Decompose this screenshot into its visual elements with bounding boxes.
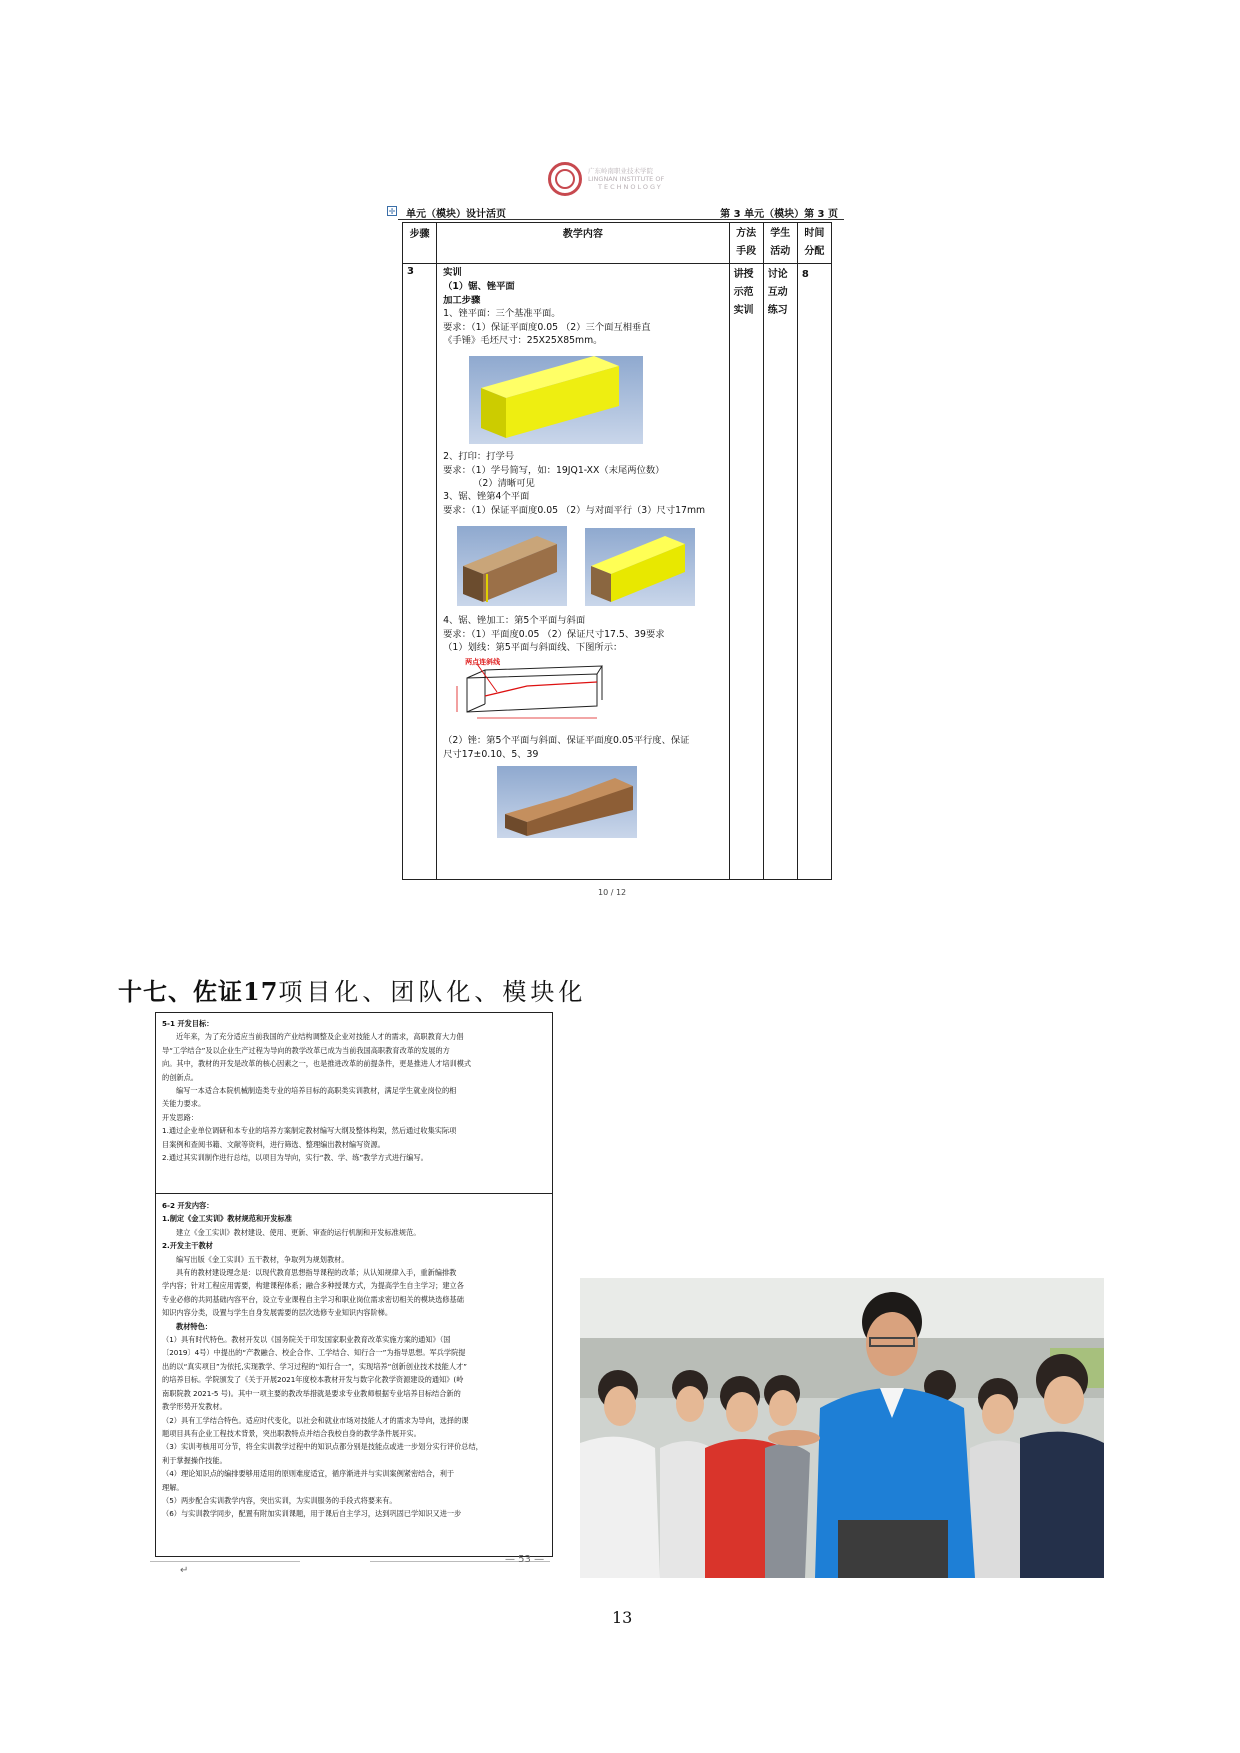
content-line: 编写出版《金工实训》五干教材，争取列为规划教材。	[176, 1254, 349, 1264]
half-yellow-block-image	[585, 528, 695, 606]
content-line: 要求：（1）保证平面度0.05 （2）三个面互相垂直	[443, 322, 651, 333]
content-line: （6）与实训教学同步，配置有附加实训课题，用于课后自主学习，达到巩固已学知识又进一步	[162, 1509, 462, 1519]
goals-line: 关能力要求。	[162, 1099, 206, 1109]
half-yellow-block-icon	[585, 528, 695, 606]
content-line: （1）划线：第5平面与斜面线、下图所示：	[443, 642, 623, 653]
content-line: 出的以“真实项目”为依托,实现教学、学习过程的“知行合一”，实现培养“创新创业技术技能人才”	[162, 1361, 467, 1371]
content-line: 1、锉平面：三个基准平面。	[443, 308, 561, 319]
standards-goals-section	[162, 1017, 471, 1164]
content-line: 尺寸17±0.10、5、39	[443, 749, 539, 760]
content-line: （4）理论知识点的编排要够用适用的原则难度适宜，循序渐进并与实训案例紧密结合，利于	[162, 1469, 455, 1479]
standards-divider	[156, 1193, 552, 1194]
footer-page: — 53 —	[505, 1554, 545, 1565]
content-line: 要求：（1）保证平面度0.05 （2）与对面平行（3）尺寸17mm	[443, 505, 706, 516]
content-line: （2）清晰可见	[473, 478, 535, 489]
standards-page-footer	[150, 1554, 555, 1576]
content-line: 〔2019〕4号）中提出的“产教融合、校企合作、工学结合、知行合一”为指导思想。军兵学院提	[162, 1348, 466, 1358]
step-number: 3	[407, 266, 414, 277]
content-line: 知识内容分类，设置与学生自身发展需要的层次选修专业知识内容阶梯。	[162, 1308, 393, 1318]
content-line: 建立《金工实训》教材建设、使用、更新、审查的运行机制和开发标准规范。	[176, 1227, 421, 1237]
step-cell	[403, 264, 437, 880]
goals-line: 编写一本适合本院机械制造类专业的培养目标的高职类实训教材，满足学生就业岗位的相	[176, 1086, 457, 1096]
content-line: （3）实训考核用可分节，将全实训教学过程中的知识点都分别是技能点或进一步划分实行评价总结，	[162, 1442, 483, 1452]
col-method-header	[729, 223, 763, 264]
content-line: 利于掌握操作技能。	[162, 1455, 227, 1465]
wedge-part-image	[497, 766, 637, 838]
section-heading-light: 项目化、团队化、模块化	[278, 978, 587, 1006]
classroom-training-photo	[580, 1278, 1104, 1578]
content-line: （2）锉：第5个平面与斜面、保证平面度0.05平行度、保证	[443, 735, 690, 746]
time-header-2: 分配	[804, 246, 825, 257]
content-line: 1.制定《金工实训》教材规范和开发标准	[162, 1214, 292, 1224]
goals-line: 开发思路：	[162, 1112, 198, 1122]
brown-block-icon	[457, 526, 567, 606]
section-heading-bold: 十七、佐证17	[118, 977, 279, 1006]
content-line: 具有的教材建设理念是：以现代教育思想指导课程的改革；从认知规律入手，重新编排教	[176, 1268, 457, 1278]
col-time-header	[797, 223, 831, 264]
method-item: 示范	[733, 287, 754, 298]
content-line: 教材特色：	[176, 1321, 212, 1331]
method-header-2: 手段	[736, 246, 757, 257]
yellow-block-image	[469, 356, 643, 444]
section-heading	[118, 972, 586, 1007]
footer-mark: ↵	[180, 1565, 189, 1576]
method-item: 讲授	[733, 269, 754, 280]
time-header-1: 时间	[804, 228, 825, 239]
col-student-header	[763, 223, 797, 264]
wedge-part-icon	[497, 766, 637, 838]
lesson-header-left: 单元（模块）设计活页	[406, 209, 506, 220]
content-line: （1）具有时代特色。教材开发以《国务院关于印发国家职业教育改革实施方案的通知》（国	[162, 1335, 451, 1345]
student-item: 互动	[767, 287, 788, 298]
logo-en1: LINGNAN INSTITUTE OF	[588, 175, 665, 183]
time-cell	[797, 264, 831, 880]
content-line: 理解。	[162, 1482, 184, 1492]
content-line: 3、锯、锉第4个平面	[443, 491, 530, 502]
logo-en2: TECHNOLOGY	[598, 183, 663, 191]
content-line: （1）锯、锉平面	[443, 281, 515, 292]
content-line: 加工步骤	[443, 295, 481, 306]
content-line: 题项目具有企业工程技术背景，突出职教特点并结合我校自身的教学条件展开实。	[162, 1428, 421, 1438]
marking-sketch	[447, 656, 617, 728]
lesson-header-right: 第 3 单元（模块）第 3 页	[720, 209, 838, 220]
method-cell	[729, 264, 763, 880]
content-cell	[437, 264, 729, 880]
lesson-plan-page	[388, 160, 848, 920]
student-item: 讨论	[767, 269, 788, 280]
content-line: 要求：（1）学号简写，如：19JQ1-XX（末尾两位数）	[443, 465, 665, 476]
standards-content-section	[162, 1199, 483, 1521]
student-header-2: 活动	[770, 246, 791, 257]
table-move-handle-icon: ✛	[388, 207, 396, 216]
content-line: 实训	[443, 267, 462, 278]
content-line: 《手锤》毛坯尺寸：25X25X85mm。	[443, 335, 603, 346]
content-line: 的培养目标。学院颁发了《关于开展2021年度校本教材开发与数字化教学资源建设的通知》(岭	[162, 1375, 464, 1385]
goals-line: 1.通过企业单位调研和本专业的培养方案制定教材编写大纲及整体构架，然后通过收集实际项	[162, 1126, 457, 1136]
lesson-plan-table	[402, 222, 832, 880]
student-cell	[763, 264, 797, 880]
goals-title: 5-1 开发目标：	[162, 1019, 214, 1028]
textbook-standards-page	[155, 1012, 553, 1557]
lesson-page-footer: 10 / 12	[598, 888, 627, 897]
method-header-1: 方法	[736, 228, 757, 239]
college-seal-icon	[548, 162, 582, 196]
goals-line: 的创新点。	[162, 1072, 198, 1082]
content-line: 2、打印：打学号	[443, 451, 515, 462]
page-number: 13	[612, 1608, 633, 1627]
content-line: 教学形势开发教材。	[162, 1402, 227, 1412]
brown-block-image	[457, 526, 567, 606]
content-line: （2）具有工学结合特色。适应时代变化，以社会和就业市场对技能人才的需求为导向，选择的课	[162, 1415, 469, 1425]
student-header-1: 学生	[770, 228, 791, 239]
yellow-block-icon	[469, 356, 643, 444]
time-value: 8	[801, 269, 809, 280]
content-line: 专业必修的共同基础内容平台，设立专业课程自主学习和职业岗位需求密切相关的模块选修基础	[162, 1294, 464, 1304]
student-item: 练习	[767, 305, 788, 316]
content-line: 2.开发主干教材	[162, 1241, 213, 1251]
lesson-header	[398, 204, 844, 220]
goals-line: 导“工学结合”及以企业生产过程为导向的教学改革已成为当前我国高职教育改革的发展的方	[162, 1045, 450, 1055]
goals-line: 近年来，为了充分适应当前我国的产业结构调整及企业对技能人才的需求，高职教育大力倡	[176, 1032, 464, 1042]
method-item: 实训	[733, 305, 754, 316]
goals-line: 2.通过其实训制作进行总结，以项目为导向，实行“教、学、练”教学方式进行编写。	[162, 1153, 428, 1163]
content-line: 南职院教 2021-5 号)。其中一项主要的教改举措就是要求专业教师根据专业培养目标结合新的	[162, 1388, 461, 1398]
sketch-label: 两点连斜线	[465, 658, 501, 666]
content-title: 6-2 开发内容：	[162, 1201, 214, 1210]
classroom-photo-image	[580, 1278, 1104, 1578]
goals-line: 目案例和查阅书籍、文献等资料，进行筛选、整理编出教材编写资源。	[162, 1139, 385, 1149]
content-line: （5）两步配合实训教学内容，突出实训，为实训服务的手段式将要来有。	[162, 1495, 397, 1505]
college-logo	[548, 162, 664, 196]
col-content-header: 教学内容	[437, 223, 729, 264]
col-step-header: 步骤	[403, 223, 437, 264]
content-line: 要求：（1）平面度0.05 （2）保证尺寸17.5、39要求	[443, 629, 665, 640]
content-line: 4、锯、锉加工：第5个平面与斜面	[443, 615, 586, 626]
logo-cn: 广东岭南职业技术学院	[588, 167, 653, 175]
goals-line: 向。其中，教材的开发是改革的核心因素之一，也是推进改革的前提条件，更是推进人才培训模式	[162, 1059, 472, 1069]
content-line: 学内容；针对工程应用需要，构建课程体系；融合多种授课方式，为提高学生自主学习；建立各	[162, 1281, 464, 1291]
